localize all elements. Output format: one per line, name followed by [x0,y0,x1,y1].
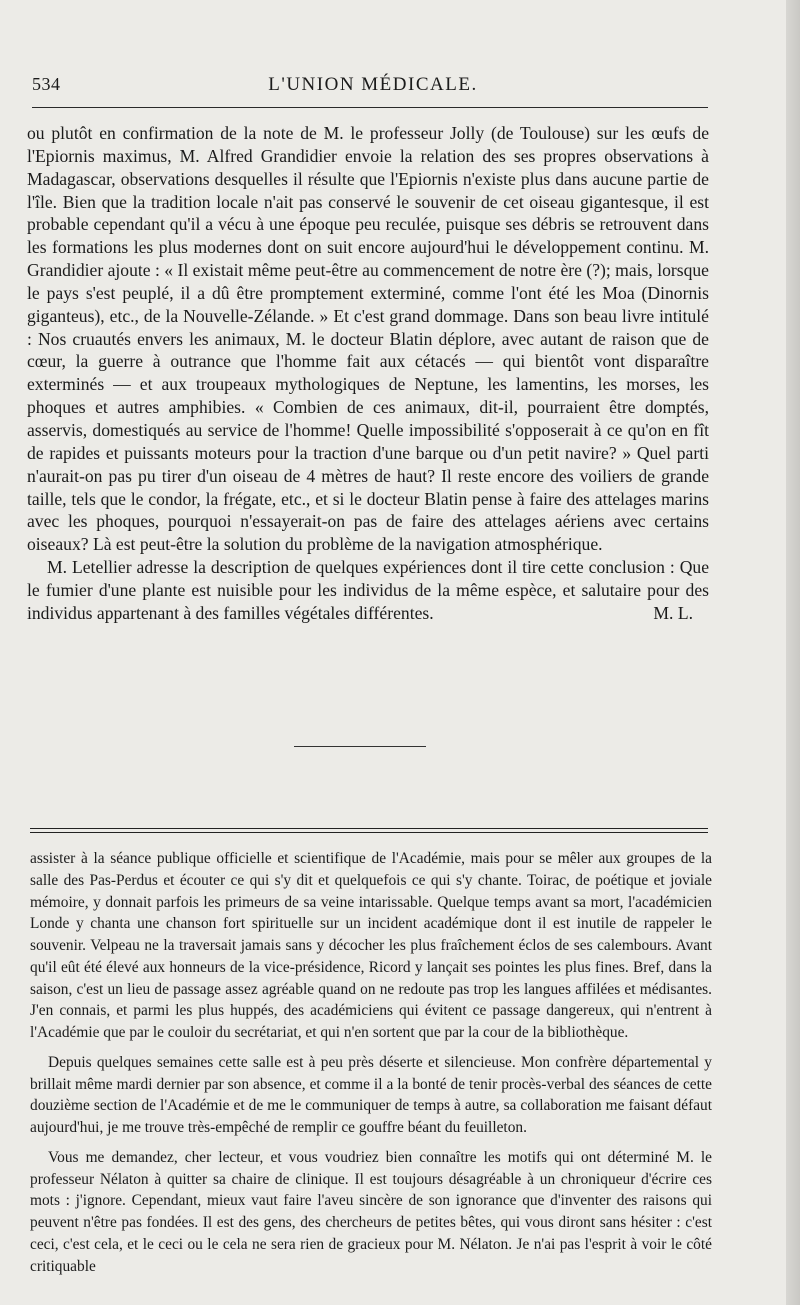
feuilleton-rule [30,828,708,833]
feuilleton-paragraph: Vous me demandez, cher lecteur, et vous voudriez bien connaître les motifs qui ont déterminé M. le professeur Nélaton à quitter sa chaire de clinique. Il est toujours désagréable à un chroniqueur d'écrire ces mots : j'ignore. Cependant, mieux vaut faire l'aveu sincère de son ignorance que d'inventer des raisons qui peuvent n'être pas fondées. Il est des gens, des chercheurs de petites bêtes, qui vous diront sans hésiter : c'est ceci, c'est cela, et le ceci ou le cela ne sera rien de gracieux pour M. Nélaton. Je n'ai pas l'esprit à voir le côté critiquable [30,1148,712,1275]
scan-edge [786,0,800,1305]
running-title: L'UNION MÉDICALE. [268,74,478,95]
header-rule [32,107,708,108]
section-divider [294,746,426,747]
feuilleton-paragraph: assister à la séance publique officielle et scientifique de l'Académie, mais pour se mêler aux groupes de la salle des Pas-Perdus et écouter ce qui s'y dit et quelquefois ce qui s'y chante. Toirac, de poétique et joviale mémoire, y donnait parfois les primeurs de sa veine intarissable. Quelque temps avant sa mort, l'académicien Londe y chanta une chanson fort spirituelle sur un incident académique dont il est inutile de rappeler le souvenir. Velpeau ne la traversait jamais sans y décocher les plus fraîchement éclos de ses calembours. Avant qu'il eût été élevé aux honneurs de la vice-présidence, Ricord y lançait ses pointes les plus fines. Bref, dans la saison, c'est un lieu de passage assez agréable quand on ne redoute pas trop les langues affilées et médisantes. J'en connais, et parmi les plus huppés, des académiciens qui évitent ce passage dangereux, qui n'entrent à l'Académie que par le couloir du secrétariat, et qui n'en sortent que par la cour de la bibliothèque. [30,850,712,1041]
feuilleton-paragraph: Depuis quelques semaines cette salle est à peu près déserte et silencieuse. Mon confrère départemental y brillait même mardi dernier par son absence, et comme il a la bonté de tenir procès-verbal des séances de cette douzième section de l'Académie et de me le communiquer de temps à autre, sa collaboration me faisant défaut aujourd'hui, je me trouve très-empêché de remplir ce gouffre béant du feuilleton. [30,1053,712,1136]
page-number: 534 [32,74,61,94]
page-header [32,74,714,100]
main-article [27,122,709,625]
article-paragraph: M. Letellier adresse la description de quelques expériences dont il tire cette conclusion : Que le fumier d'une plante est nuisible pour les individus de la même espèce, et salutaire pour des individus appartenant à des familles végétales différentes. [27,557,709,623]
feuilleton-column [30,848,712,1277]
author-signature: M. L. [653,602,693,623]
article-paragraph: ou plutôt en confirmation de la note de M. le professeur Jolly (de Toulouse) sur les œufs de l'Epiornis maximus, M. Alfred Grandidier envoie la relation des ses propres observations à Madagascar, observations desquelles il résulte que l'Epiornis n'existe plus dans aucune partie de l'île. Bien que la tradition locale n'ait pas conservé le souvenir de cet oiseau gigantesque, il est probable cependant qu'il a vécu à une époque peu reculée, puisque ses débris se retrouvent dans les formations les plus modernes dont on suit encore aujourd'hui le développement continu. M. Grandidier ajoute : « Il existait même peut-être au commencement de notre ère (?); mais, lorsque le pays s'est peuplé, il a dû être promptement exterminé, comme l'ont été les Moa (Dinornis giganteus), etc., de la Nouvelle-Zélande. » Et c'est grand dommage. Dans son beau livre intitulé : Nos cruautés envers les animaux, M. le docteur Blatin déplore, avec autant de raison que de cœur, la guerre à outrance que l'homme fait aux cétacés — qui bientôt vont disparaître exterminés — et aux troupeaux mythologiques de Neptune, les lamentins, les morses, les phoques et autres amphibies. « Combien de ces animaux, dit-il, pourraient être domptés, asservis, domestiqués au service de l'homme! Quelle impossibilité s'opposerait à ce qu'on en fît de rapides et puissants moteurs pour la traction d'une barque ou d'un petit navire? » Quel parti n'aurait-on pas pu tirer d'un oiseau de 4 mètres de haut? Il reste encore des voiliers de grande taille, tels que le condor, la frégate, etc., et si le docteur Blatin pense à faire des attelages marins avec les phoques, pourquoi n'essayerait-on pas de faire des attelages aériens avec certains oiseaux? Là est peut-être la solution du problème de la navigation atmosphérique. [27,123,709,555]
